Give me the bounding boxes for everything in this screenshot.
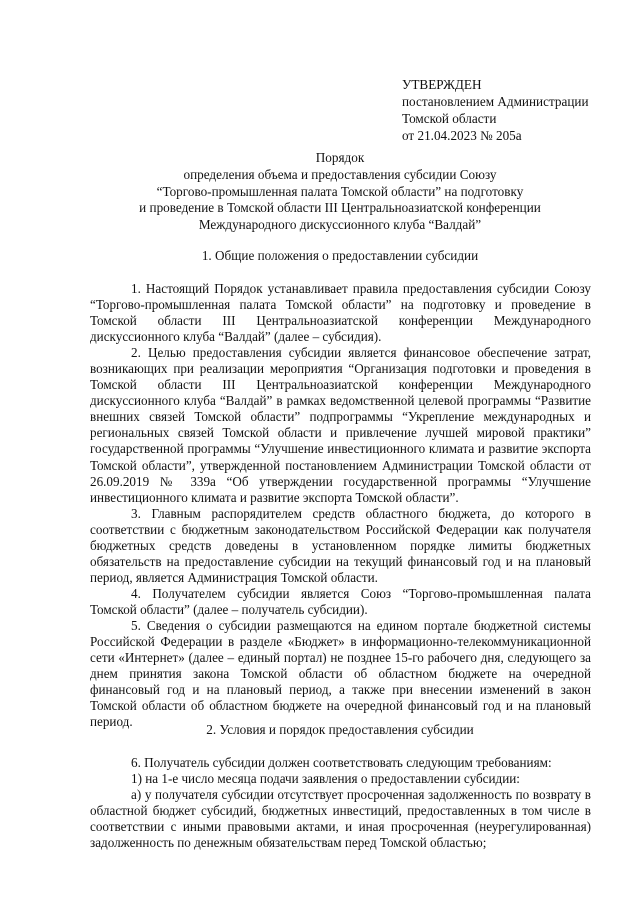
approval-title: УТВЕРЖДЕН (402, 77, 482, 92)
section-body-conditions (90, 755, 591, 851)
section-body-general (90, 281, 591, 730)
section-heading-general: 1. Общие положения о предоставлении субсидии (201, 248, 479, 263)
title-line: определения объема и предоставления субсидии Союзу (183, 166, 497, 182)
title-line: Международного дискуссионного клуба “Валдай” (198, 217, 482, 233)
paragraph-6-item-1a: а) у получателя субсидии отсутствует просроченная задолженность по возврату в областной бюджет субсидий, бюджетных инвестиций, предоставленных в том числе в соответствии с иными правовыми актами, и иная просроченная (неурегулированная) задолженность по денежным обязательствам перед Томской областью; (90, 787, 591, 851)
approval-region: Томской области (402, 111, 497, 126)
title-line: Порядок (315, 150, 365, 165)
approval-authority: постановлением Администрации (402, 94, 589, 109)
document-title (90, 150, 590, 234)
paragraph-1: 1. Настоящий Порядок устанавливает правила предоставления субсидии Союзу “Торгово-промышленная палата Томской области” на подготовку и проведение в Томской области III Центральноазиатской конференции Международного дискуссионного клуба “Валдай” (далее – субсидия). (90, 281, 591, 345)
title-line: и проведение в Томской области III Центральноазиатской конференции (139, 200, 541, 216)
approval-date-number: от 21.04.2023 № 205а (402, 128, 522, 143)
paragraph-6: 6. Получатель субсидии должен соответствовать следующим требованиям: (131, 755, 552, 770)
paragraph-6-item-1: 1) на 1-е число месяца подачи заявления о предоставлении субсидии: (131, 771, 520, 787)
section-heading-conditions: 2. Условия и порядок предоставления субсидии (206, 722, 474, 737)
paragraph-5: 5. Сведения о субсидии размещаются на едином портале бюджетной системы Российской Федерации в разделе «Бюджет» в информационно-телекоммуникационной сети «Интернет» (далее – единый портал) не позднее 15-го рабочего дня, следующего за днем принятия закона Томской области об областном бюджете на очередной финансовый год и на плановый период, а также при внесении изменений в закон Томской области об областном бюджете на очередной финансовый год и на плановый период. (90, 617, 591, 730)
paragraph-2: 2. Целью предоставления субсидии является финансовое обеспечение затрат, возникающих при реализации мероприятия “Организация подготовки и проведения в Томской области III Центральноазиатской конференции Международного дискуссионного клуба “Валдай” в рамках ведомственной целевой программы “Развитие внешних связей Томской области” подпрограммы “Укрепление международных и региональных связей Томской области и привлечение лучшей мировой практики” государственной программы “Улучшение инвестиционного климата и развитие экспорта Томской области”, утвержденной постановлением Администрации Томской области от 26.09.2019 № 339а “Об утверждении государственной программы “Улучшение инвестиционного климата и развитие экспорта Томской области”. (90, 345, 591, 505)
title-line: “Торгово-промышленная палата Томской области” на подготовку (156, 183, 524, 199)
approval-stamp (402, 76, 627, 144)
paragraph-4: 4. Получателем субсидии является Союз “Торгово-промышленная палата Томской области” (далее – получатель субсидии). (90, 585, 591, 617)
paragraph-3: 3. Главным распорядителем средств областного бюджета, до которого в соответствии с бюджетным законодательством Российской Федерации как получателя бюджетных средств доведены в установленном порядке лимиты бюджетных обязательств на предоставление субсидии на текущий финансовый год и на плановый период, является Администрация Томской области. (90, 505, 591, 585)
